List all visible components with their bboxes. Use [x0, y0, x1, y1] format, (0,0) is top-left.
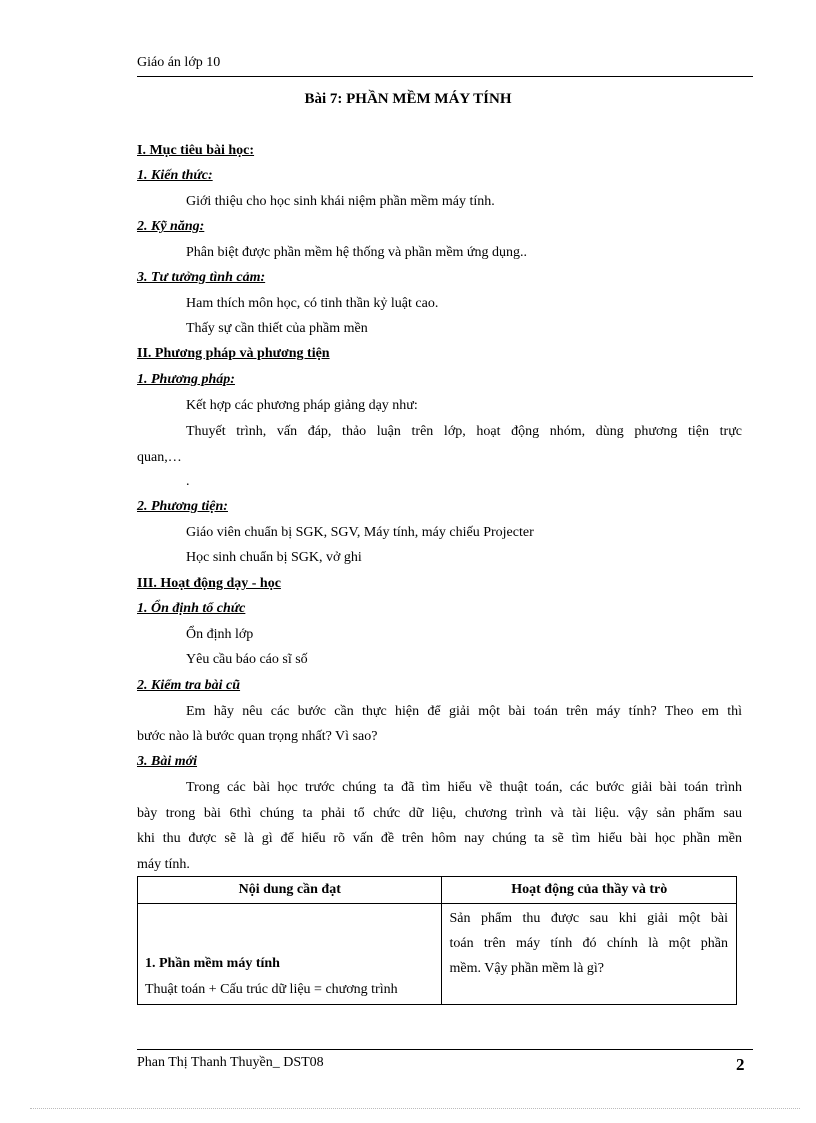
page-header: Giáo án lớp 10 [137, 55, 221, 70]
section-1-sub-3-heading: 3. Tư tưởng tình cảm: [137, 270, 266, 285]
paragraph-line: Thuyết trình, vấn đáp, thảo luận trên lớp, hoạt động nhóm, dùng phương tiện trực [186, 424, 742, 439]
section-2-heading: II. Phương pháp và phương tiện [137, 346, 330, 361]
table-header-row [138, 877, 737, 904]
table-cell-line: mềm. Vậy phần mềm là gì? [449, 961, 604, 976]
table-cell-content [138, 904, 442, 1005]
table-row [138, 904, 737, 1005]
section-3-sub-2-heading: 2. Kiểm tra bài cũ [137, 678, 241, 693]
paragraph-line: Kết hợp các phương pháp giảng dạy như: [186, 398, 418, 413]
paragraph-line: Học sinh chuẩn bị SGK, vở ghi [186, 550, 362, 565]
paragraph-line: Ổn định lớp [186, 627, 254, 642]
table-cell-title: 1. Phần mềm máy tính [145, 956, 280, 971]
table-cell-activity [442, 904, 737, 1005]
header-rule [137, 76, 753, 77]
paragraph-line: . [186, 474, 190, 489]
paragraph-line: bày trong bài 6thì chúng ta phải tổ chức dữ liệu, chương trình và tài liệu. vậy sản phẩm sau [137, 806, 742, 821]
table-cell-text: Thuật toán + Cấu trúc dữ liệu = chương trình [145, 982, 398, 997]
page-bottom-border [30, 1108, 800, 1109]
paragraph-line: Giới thiệu cho học sinh khái niệm phần mềm máy tính. [186, 194, 495, 209]
footer-rule [137, 1049, 753, 1050]
paragraph-line: Em hãy nêu các bước cần thực hiện để giải một bài toán trên máy tính? Theo em thì [186, 704, 742, 719]
section-2-sub-2-heading: 2. Phương tiện: [137, 499, 228, 514]
section-1-sub-2-heading: 2. Kỹ năng: [137, 219, 205, 234]
paragraph-line: Yêu cầu báo cáo sĩ số [186, 652, 308, 667]
paragraph-line: Phân biệt được phần mềm hệ thống và phần mềm ứng dụng.. [186, 245, 528, 260]
paragraph-line: Thấy sự cần thiết của phầm mền [186, 321, 368, 336]
table-header-content: Nội dung cần đạt [138, 877, 442, 904]
lesson-activity-table [137, 876, 737, 1005]
table-cell-line: Sản phẩm thu được sau khi giải một bài [449, 911, 728, 926]
section-3-sub-1-heading: 1. Ổn định tổ chức [137, 601, 246, 616]
paragraph-line: Giáo viên chuẩn bị SGK, SGV, Máy tính, máy chiếu Projecter [186, 525, 534, 540]
paragraph-line: Trong các bài học trước chúng ta đã tìm hiểu về thuật toán, các bước giải bài toán trình [186, 780, 742, 795]
section-1-sub-1-heading: 1. Kiến thức: [137, 168, 213, 183]
footer-author: Phan Thị Thanh Thuyền_ DST08 [137, 1055, 324, 1070]
section-3-heading: III. Hoạt động dạy - học [137, 576, 281, 591]
paragraph-line: khi thu được sẽ là gì để hiểu rõ vấn đề trên hôm nay chúng ta sẽ tìm hiểu bài học phần mền [137, 831, 742, 846]
table-cell-line: toán trên máy tính đó chính là một phần [449, 936, 728, 951]
paragraph-line: máy tính. [137, 857, 190, 872]
paragraph-line: Ham thích môn học, có tinh thần kỷ luật cao. [186, 296, 439, 311]
paragraph-line: quan,… [137, 450, 182, 465]
page-number: 2 [736, 1055, 745, 1074]
table-header-activity: Hoạt động của thầy và trò [442, 877, 737, 904]
paragraph-line: bước nào là bước quan trọng nhất? Vì sao? [137, 729, 378, 744]
lesson-title: Bài 7: PHẦN MỀM MÁY TÍNH [304, 91, 512, 107]
section-2-sub-1-heading: 1. Phương pháp: [137, 372, 235, 387]
section-3-sub-3-heading: 3. Bài mới [137, 754, 198, 769]
section-1-heading: I. Mục tiêu bài học: [137, 143, 255, 158]
